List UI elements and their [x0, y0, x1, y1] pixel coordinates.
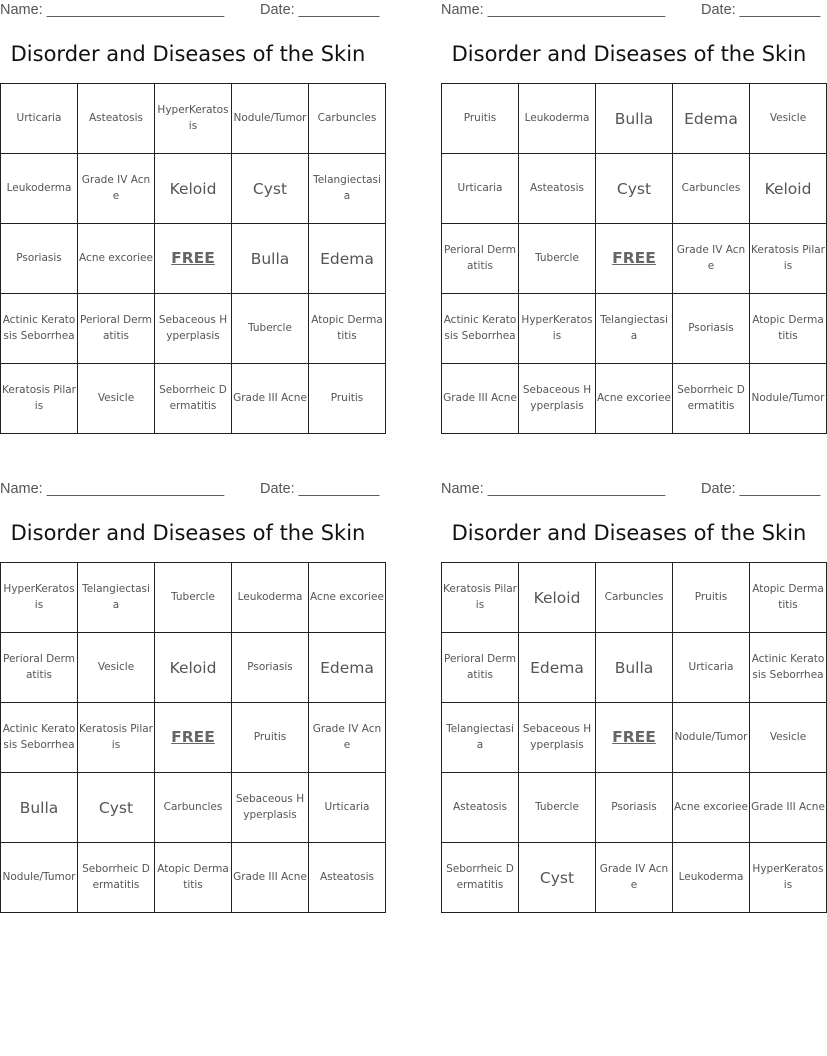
- grid-cell: Bulla: [1, 773, 78, 843]
- bingo-card-4: [441, 479, 825, 919]
- grid-row: [1, 773, 386, 843]
- grid-cell: Keratosis Pilaris: [750, 224, 827, 294]
- grid-row: [442, 224, 827, 294]
- grid-cell: Atopic Dermatitis: [750, 563, 827, 633]
- grid-cell: Leukoderma: [232, 563, 309, 633]
- grid-cell: Acne excoriee: [673, 773, 750, 843]
- grid-row: [1, 703, 386, 773]
- grid-cell: Perioral Dermatitis: [78, 294, 155, 364]
- grid-cell: Sebaceous Hyperplasis: [519, 364, 596, 434]
- grid-cell: Keloid: [155, 154, 232, 224]
- grid-cell: Grade III Acne: [232, 364, 309, 434]
- grid-row: [1, 84, 386, 154]
- grid-cell: Nodule/Tumor: [1, 843, 78, 913]
- card-title: Disorder and Diseases of the Skin: [451, 42, 807, 66]
- grid-cell: Urticaria: [442, 154, 519, 224]
- grid-cell: Asteatosis: [78, 84, 155, 154]
- grid-cell: Psoriasis: [1, 224, 78, 294]
- grid-cell: Actinic Keratosis Seborrhea: [442, 294, 519, 364]
- grid-cell: Vesicle: [750, 703, 827, 773]
- grid-cell: Perioral Dermatitis: [442, 633, 519, 703]
- grid-cell: Keloid: [155, 633, 232, 703]
- grid-cell: Bulla: [596, 84, 673, 154]
- grid-cell: Seborrheic Dermatitis: [442, 843, 519, 913]
- grid-cell: Sebaceous Hyperplasis: [519, 703, 596, 773]
- grid-cell: Edema: [309, 224, 386, 294]
- grid-cell: Cyst: [78, 773, 155, 843]
- grid-cell: Perioral Dermatitis: [1, 633, 78, 703]
- name-field-line: Name: ______________________: [0, 2, 225, 18]
- grid-cell: Pruitis: [442, 84, 519, 154]
- grid-cell: Vesicle: [78, 633, 155, 703]
- grid-cell: Urticaria: [1, 84, 78, 154]
- grid-cell: Grade IV Acne: [309, 703, 386, 773]
- grid-cell: Grade III Acne: [750, 773, 827, 843]
- grid-cell: Carbuncles: [673, 154, 750, 224]
- grid-cell: Bulla: [596, 633, 673, 703]
- grid-row: [442, 154, 827, 224]
- grid-cell: Vesicle: [78, 364, 155, 434]
- card-title: Disorder and Diseases of the Skin: [451, 521, 807, 545]
- grid-cell: Cyst: [232, 154, 309, 224]
- grid-cell: Carbuncles: [155, 773, 232, 843]
- grid-cell: Tubercle: [519, 773, 596, 843]
- grid-cell: Tubercle: [155, 563, 232, 633]
- grid-cell: Acne excoriee: [78, 224, 155, 294]
- free-space-cell: FREE: [155, 703, 232, 773]
- grid-cell: Atopic Dermatitis: [750, 294, 827, 364]
- name-field-line: Name: ______________________: [441, 2, 666, 18]
- grid-cell: Edema: [309, 633, 386, 703]
- grid-cell: Telangiectasia: [442, 703, 519, 773]
- grid-row: [1, 563, 386, 633]
- grid-cell: Telangiectasia: [596, 294, 673, 364]
- grid-cell: Edema: [673, 84, 750, 154]
- grid-cell: Grade III Acne: [442, 364, 519, 434]
- grid-row: [442, 703, 827, 773]
- grid-cell: Asteatosis: [519, 154, 596, 224]
- date-field-line: Date: __________: [260, 481, 380, 497]
- grid-row: [1, 154, 386, 224]
- grid-row: [442, 84, 827, 154]
- grid-cell: Pruitis: [309, 364, 386, 434]
- grid-cell: Asteatosis: [442, 773, 519, 843]
- grid-cell: Atopic Dermatitis: [309, 294, 386, 364]
- free-space-cell: FREE: [596, 703, 673, 773]
- grid-cell: Keratosis Pilaris: [1, 364, 78, 434]
- name-field-line: Name: ______________________: [441, 481, 666, 497]
- grid-cell: Tubercle: [232, 294, 309, 364]
- grid-row: [1, 843, 386, 913]
- grid-cell: Pruitis: [673, 563, 750, 633]
- grid-cell: Psoriasis: [232, 633, 309, 703]
- bingo-grid: [441, 83, 827, 434]
- grid-cell: Carbuncles: [309, 84, 386, 154]
- grid-cell: Telangiectasia: [78, 563, 155, 633]
- grid-cell: Leukoderma: [519, 84, 596, 154]
- date-field-line: Date: __________: [701, 481, 821, 497]
- grid-row: [1, 294, 386, 364]
- grid-cell: HyperKeratosis: [1, 563, 78, 633]
- grid-cell: Keloid: [750, 154, 827, 224]
- grid-cell: Keloid: [519, 563, 596, 633]
- grid-cell: Nodule/Tumor: [673, 703, 750, 773]
- grid-cell: Acne excoriee: [309, 563, 386, 633]
- grid-row: [442, 294, 827, 364]
- grid-cell: Pruitis: [232, 703, 309, 773]
- grid-cell: HyperKeratosis: [750, 843, 827, 913]
- grid-cell: Bulla: [232, 224, 309, 294]
- grid-cell: Grade III Acne: [232, 843, 309, 913]
- grid-cell: Seborrheic Dermatitis: [673, 364, 750, 434]
- grid-cell: Actinic Keratosis Seborrhea: [1, 294, 78, 364]
- grid-cell: Psoriasis: [596, 773, 673, 843]
- grid-cell: Acne excoriee: [596, 364, 673, 434]
- grid-cell: Urticaria: [309, 773, 386, 843]
- grid-cell: Keratosis Pilaris: [442, 563, 519, 633]
- grid-cell: Carbuncles: [596, 563, 673, 633]
- grid-cell: Grade IV Acne: [673, 224, 750, 294]
- card-title: Disorder and Diseases of the Skin: [10, 42, 366, 66]
- grid-row: [442, 843, 827, 913]
- grid-cell: Telangiectasia: [309, 154, 386, 224]
- grid-cell: Leukoderma: [1, 154, 78, 224]
- grid-cell: Actinic Keratosis Seborrhea: [750, 633, 827, 703]
- grid-row: [442, 773, 827, 843]
- grid-cell: HyperKeratosis: [519, 294, 596, 364]
- bingo-card-1: [0, 0, 383, 440]
- grid-cell: Cyst: [596, 154, 673, 224]
- grid-row: [442, 563, 827, 633]
- grid-row: [1, 364, 386, 434]
- grid-cell: Urticaria: [673, 633, 750, 703]
- grid-cell: Asteatosis: [309, 843, 386, 913]
- bingo-card-2: [441, 0, 825, 440]
- grid-cell: Nodule/Tumor: [750, 364, 827, 434]
- free-space-cell: FREE: [596, 224, 673, 294]
- grid-cell: Grade IV Acne: [78, 154, 155, 224]
- grid-cell: Sebaceous Hyperplasis: [155, 294, 232, 364]
- grid-cell: Keratosis Pilaris: [78, 703, 155, 773]
- grid-cell: Grade IV Acne: [596, 843, 673, 913]
- grid-cell: Cyst: [519, 843, 596, 913]
- grid-cell: Nodule/Tumor: [232, 84, 309, 154]
- free-space-cell: FREE: [155, 224, 232, 294]
- bingo-grid: [441, 562, 827, 913]
- grid-cell: HyperKeratosis: [155, 84, 232, 154]
- grid-cell: Leukoderma: [673, 843, 750, 913]
- grid-cell: Edema: [519, 633, 596, 703]
- grid-cell: Atopic Dermatitis: [155, 843, 232, 913]
- grid-cell: Vesicle: [750, 84, 827, 154]
- grid-row: [1, 224, 386, 294]
- bingo-card-3: [0, 479, 384, 919]
- bingo-grid: [0, 83, 386, 434]
- name-field-line: Name: ______________________: [0, 481, 225, 497]
- date-field-line: Date: __________: [701, 2, 821, 18]
- grid-row: [442, 633, 827, 703]
- grid-cell: Tubercle: [519, 224, 596, 294]
- card-title: Disorder and Diseases of the Skin: [10, 521, 366, 545]
- grid-cell: Seborrheic Dermatitis: [155, 364, 232, 434]
- grid-cell: Perioral Dermatitis: [442, 224, 519, 294]
- bingo-grid: [0, 562, 386, 913]
- grid-cell: Seborrheic Dermatitis: [78, 843, 155, 913]
- grid-cell: Psoriasis: [673, 294, 750, 364]
- grid-cell: Actinic Keratosis Seborrhea: [1, 703, 78, 773]
- grid-row: [442, 364, 827, 434]
- grid-row: [1, 633, 386, 703]
- grid-cell: Sebaceous Hyperplasis: [232, 773, 309, 843]
- date-field-line: Date: __________: [260, 2, 380, 18]
